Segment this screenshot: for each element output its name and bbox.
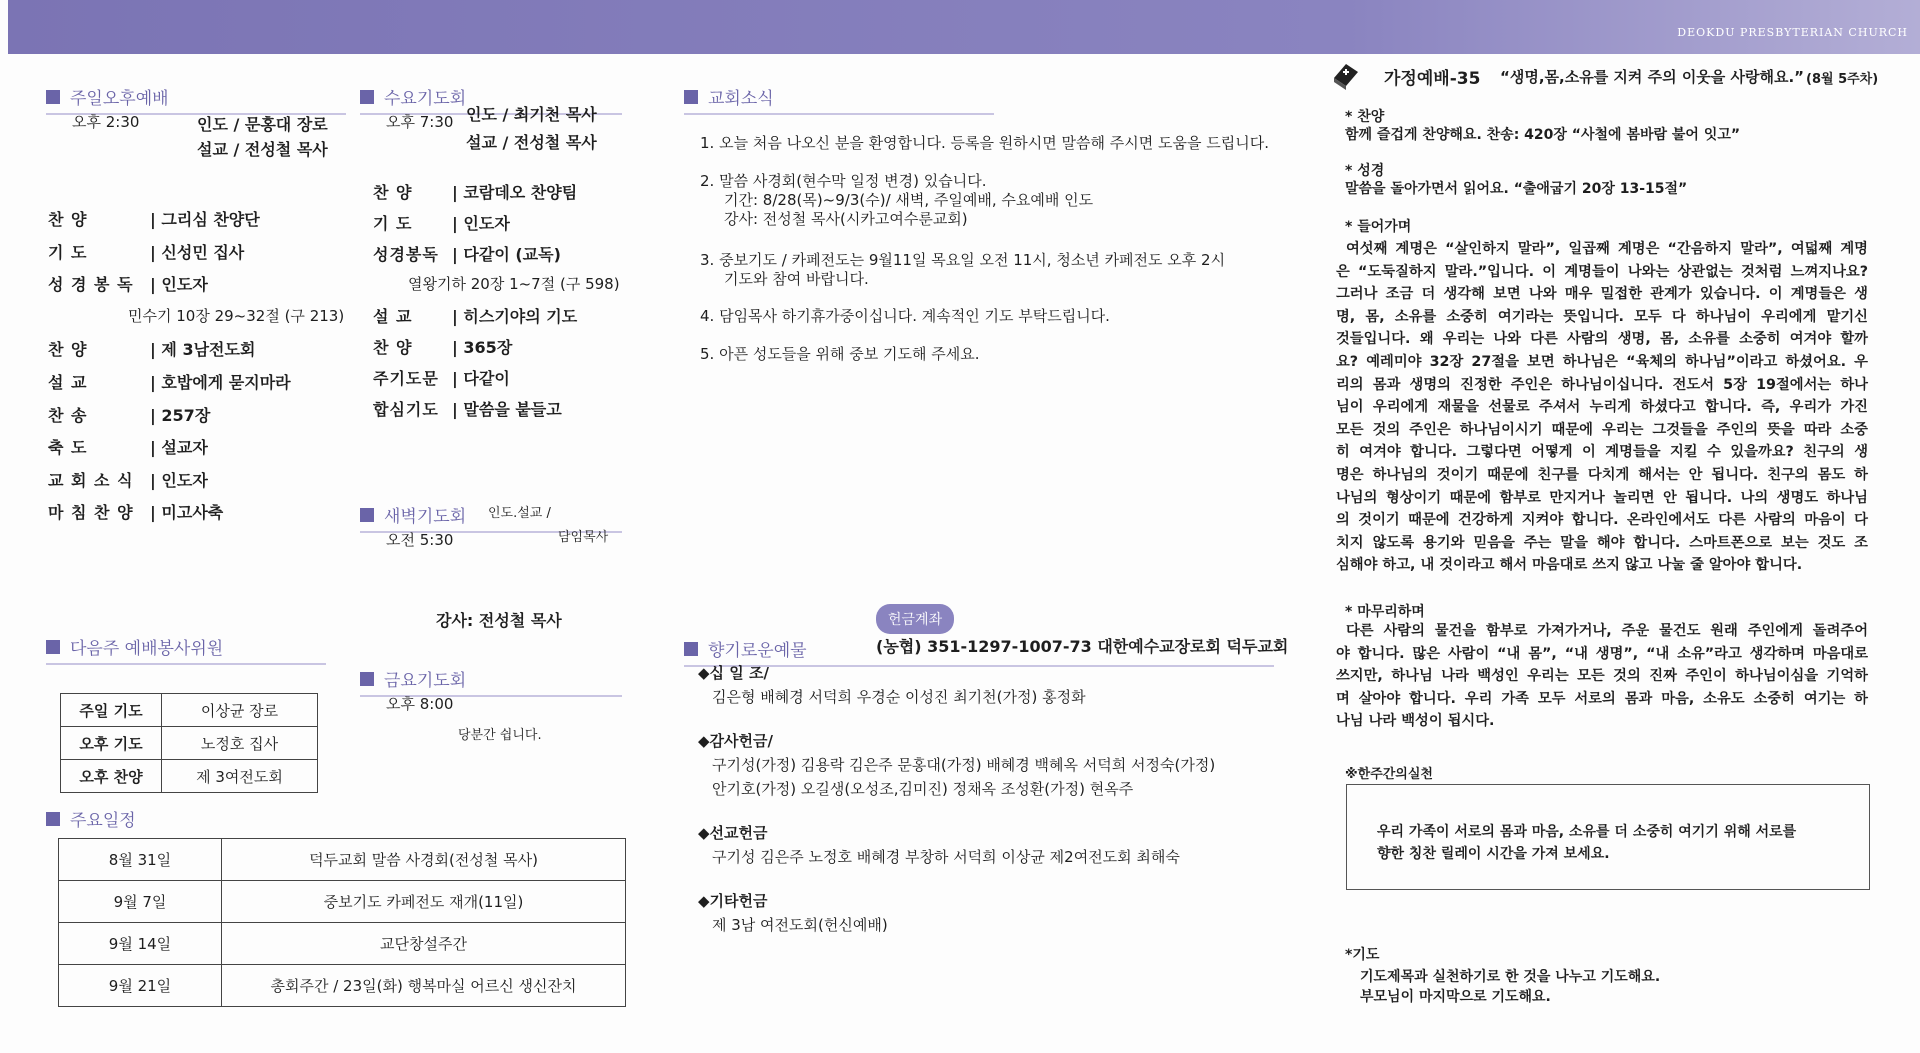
section-bullet-icon — [46, 812, 60, 826]
section-bullet-icon — [360, 90, 374, 104]
news-item: 5. 아픈 성도들을 위해 중보 기도해 주세요. — [700, 345, 980, 363]
dawn-speaker: 강사: 전성철 목사 — [436, 611, 562, 630]
church-name: DEOKDU PRESBYTERIAN CHURCH — [1677, 26, 1908, 39]
paragraph-line: 며 살아야 합니다. 우리 가족 모두 서로의 몸과 마음, 소유도 소중히 여기는 하 — [1336, 690, 1868, 707]
prayer-head: *기도 — [1345, 947, 1380, 963]
prayer-line: 부모님이 마지막으로 기도해요. — [1360, 989, 1551, 1005]
event-cell: 덕두교회 말씀 사경회(전성철 목사) — [222, 839, 626, 881]
order-label: 설 교 — [373, 307, 413, 326]
order-value: | 인도자 — [452, 214, 510, 233]
schedule-table — [58, 838, 626, 1007]
date-cell: 9월 14일 — [59, 923, 222, 965]
dawn-pastor: 담임목사 — [558, 530, 609, 545]
order-label: 성경봉독 — [373, 245, 439, 264]
header-bar — [8, 0, 1920, 54]
offering-group-head: ◆기타헌금 — [698, 892, 768, 910]
praise-head: * 찬양 — [1345, 109, 1385, 125]
order-label: 마 침 찬 양 — [48, 503, 134, 523]
dawn-heading — [360, 502, 466, 527]
paragraph-line: 요? 예레미야 32장 27절을 보면 하나님은 “육체의 하나님”이라고 하셨어요. 우 — [1336, 354, 1868, 370]
role-cell: 오후 기도 — [61, 727, 162, 760]
schedule-title: 주요일정 — [70, 811, 136, 831]
news-item-detail: 기간: 8/28(목)~9/3(수)/ 새벽, 주일예배, 수요예배 인도 — [724, 191, 1094, 209]
practice-line: 향한 칭찬 릴레이 시간을 가져 보세요. — [1377, 846, 1610, 862]
offering-names: 안기호(가정) 오길생(오성조,김미진) 정채옥 조성환(가정) 현옥주 — [712, 780, 1134, 798]
section-bullet-icon — [46, 90, 60, 104]
paragraph-line: 히 여겨야 합니다. 그렇다면 어떻게 이 계명들을 지킬 수 있을까요? 친구의 생 — [1336, 444, 1868, 461]
order-value: | 미고사축 — [150, 503, 224, 523]
family-worship-subtitle: “생명,몸,소유를 지켜 주의 이웃을 사랑해요.” — [1500, 68, 1805, 86]
dawn-time: 오전 5:30 — [386, 531, 454, 549]
intro-head: * 들어가며 — [1345, 219, 1412, 235]
order-value: | 호밥에게 묻지마라 — [150, 373, 291, 392]
order-scripture: 열왕기하 20장 1~7절 (구 598) — [408, 275, 620, 293]
offering-group-head: ◆십 일 조/ — [698, 664, 769, 682]
wednesday-leader: 인도 / 최기천 목사 — [466, 105, 597, 124]
section-bullet-icon — [360, 672, 374, 686]
order-label: 기 도 — [373, 214, 413, 233]
wednesday-time: 오후 7:30 — [386, 113, 454, 131]
table-row — [61, 727, 318, 760]
schedule-heading — [46, 806, 136, 831]
offering-names: 구기성 김은주 노정호 배혜경 부창하 서덕희 이상균 제2여전도회 최해숙 — [712, 848, 1180, 866]
order-label: 찬 양 — [373, 183, 413, 202]
event-cell: 총회주간 / 23일(화) 행복마실 어르신 생신잔치 — [222, 965, 626, 1007]
paragraph-line: 나님 나라 백성이 됩시다. — [1336, 713, 1495, 730]
paragraph-line: 님이 우리에게 재물을 선물로 주셔서 누리게 하셨다고 합니다. 즉, 우리가 가진 — [1336, 399, 1868, 416]
practice-head: ※한주간의실천 — [1345, 767, 1433, 782]
wednesday-heading — [360, 84, 466, 109]
order-value: | 코람데오 찬양팀 — [452, 183, 578, 202]
role-cell: 주일 기도 — [61, 694, 162, 727]
order-label: 기 도 — [48, 242, 88, 262]
order-label: 합심기도 — [373, 400, 439, 419]
closing-head: * 마무리하며 — [1345, 604, 1425, 620]
wednesday-title: 수요기도회 — [384, 89, 467, 109]
offering-names: 김은형 배혜경 서덕희 우경순 이성진 최기천(가정) 홍정화 — [712, 688, 1086, 706]
sunday-afternoon-heading — [46, 84, 169, 109]
order-scripture: 민수기 10장 29~32절 (구 213) — [128, 306, 345, 325]
paragraph-line: 모든 것의 주인은 하나님이시기 때문에 우리는 그것들을 주인의 뜻을 따라 소중 — [1336, 421, 1868, 438]
table-row — [61, 760, 318, 793]
order-value: | 말씀을 붙들고 — [452, 400, 562, 419]
news-item: 4. 담임목사 하기휴가중이십니다. 계속적인 기도 부탁드립니다. — [700, 307, 1110, 325]
paragraph-line: 리의 몸과 생명의 진정한 주인은 하나님이십니다. 전도서 5장 19절에서는 하나 — [1336, 376, 1868, 393]
date-cell: 9월 21일 — [59, 965, 222, 1007]
offering-group-head: ◆감사헌금/ — [698, 732, 773, 750]
order-value: | 257장 — [150, 405, 211, 425]
next-week-heading — [46, 634, 223, 659]
order-value: | 제 3남전도회 — [150, 340, 256, 360]
section-bullet-icon — [360, 508, 374, 522]
friday-title: 금요기도회 — [384, 671, 467, 691]
sunday-afternoon-title: 주일오후예배 — [70, 89, 169, 109]
order-label: 성 경 봉 독 — [48, 275, 134, 295]
sunday-afternoon-leader: 인도 / 문홍대 장로 — [197, 115, 328, 134]
event-cell: 교단창설주간 — [222, 923, 626, 965]
offering-names: 구기성(가정) 김용락 김은주 문홍대(가정) 배혜경 백혜옥 서덕희 서정숙(가정) — [712, 756, 1216, 774]
order-label: 찬 양 — [48, 340, 88, 360]
table-row — [59, 923, 626, 965]
paragraph-line: 심해야 하고, 내 것이라고 해서 마음대로 쓰지 않고 나눌 줄 알아야 합니다. — [1336, 557, 1803, 574]
news-item-detail: 강사: 전성철 목사(시카고여수룬교회) — [724, 210, 968, 228]
name-cell: 이상균 장로 — [162, 694, 318, 727]
order-value: | 신성민 집사 — [150, 242, 245, 262]
order-value: | 히스기야의 기도 — [452, 307, 578, 326]
paragraph-line: 야 합니다. 많은 사람이 “내 몸”, “내 생명”, “내 소유”라고 생각하며 마음대로 — [1336, 645, 1868, 662]
paragraph-line: 그러나 조금 더 생각해 보면 나와 매우 밀접한 관계가 있습니다. 이 계명들은 생 — [1336, 286, 1868, 303]
account-pill: 헌금계좌 — [876, 604, 954, 634]
paragraph-line: 치지 않도록 용기와 믿음을 주는 말을 해야 합니다. 스마트폰으로 보는 것도 조 — [1336, 534, 1868, 551]
wednesday-preacher: 설교 / 전성철 목사 — [466, 133, 597, 152]
friday-time: 오후 8:00 — [386, 695, 454, 713]
section-bullet-icon — [684, 90, 698, 104]
dawn-leader-note: 인도.설교 / — [488, 506, 551, 521]
scripture-text: 말씀을 돌아가면서 읽어요. “출애굽기 20장 13-15절” — [1345, 181, 1688, 197]
date-cell: 8월 31일 — [59, 839, 222, 881]
paragraph-line: 의 것이기 때문에 건강하게 지켜야 합니다. 온라인에서도 다른 사람의 마음이 다 — [1336, 512, 1868, 529]
next-week-table — [60, 693, 318, 793]
order-label: 찬 송 — [48, 405, 88, 425]
order-value: | 365장 — [452, 338, 513, 357]
account-number: (농협) 351-1297-1007-73 대한예수교장로회 덕두교회 — [876, 637, 1289, 656]
family-worship-week: (8월 5주차) — [1806, 72, 1879, 87]
praise-text: 함께 즐겁게 찬양해요. 찬송: 420장 “사철에 봄바람 불어 잇고” — [1345, 127, 1741, 143]
role-cell: 오후 찬양 — [61, 760, 162, 793]
event-cell: 중보기도 카페전도 재개(11일) — [222, 881, 626, 923]
practice-line: 우리 가족이 서로의 몸과 마음, 소유를 더 소중히 여기기 위해 서로를 — [1377, 824, 1797, 840]
news-heading — [684, 84, 774, 109]
sunday-afternoon-preacher: 설교 / 전성철 목사 — [197, 140, 328, 159]
sunday-afternoon-time: 오후 2:30 — [72, 113, 140, 131]
order-label: 교 회 소 식 — [48, 470, 134, 490]
news-item: 3. 중보기도 / 카페전도는 9월11일 목요일 오전 11시, 청소년 카페전도 오후 2시 — [700, 251, 1226, 269]
order-label: 축 도 — [48, 438, 88, 458]
dawn-title: 새벽기도회 — [384, 507, 467, 527]
table-row — [59, 839, 626, 881]
table-row — [59, 881, 626, 923]
friday-heading — [360, 666, 466, 691]
news-item: 1. 오늘 처음 나오신 분을 환영합니다. 등록을 원하시면 말씀해 주시면 도움을 드립니다. — [700, 134, 1269, 152]
family-worship-title: 가정예배-35 — [1384, 69, 1481, 89]
offering-title: 향기로운예물 — [708, 641, 807, 661]
paragraph-line: 은 “도둑질하지 말라.”입니다. 이 계명들이 나와는 상관없는 것처럼 느껴지나요? — [1336, 263, 1868, 280]
paragraph-line: 다른 사람의 물건을 함부로 가져가거나, 주운 물건도 원래 주인에게 돌려주어 — [1346, 623, 1868, 639]
news-title: 교회소식 — [708, 89, 774, 109]
paragraph-line: 명, 몸, 소유를 소중히 여기라는 뜻입니다. 모두 다 하나님이 우리에게 맡기신 — [1336, 308, 1868, 325]
offering-names: 제 3남 여전도회(헌신예배) — [712, 916, 888, 934]
name-cell: 노정호 집사 — [162, 727, 318, 760]
news-item-detail: 기도와 참여 바랍니다. — [724, 270, 869, 288]
news-item: 2. 말씀 사경회(현수막 일정 변경) 있습니다. — [700, 172, 987, 190]
order-label: 주기도문 — [373, 369, 439, 388]
scripture-head: * 성경 — [1345, 163, 1385, 179]
order-value: | 인도자 — [150, 470, 208, 490]
paragraph-line: 명은 하나님의 것이기 때문에 친구를 다치게 해서는 안 됩니다. 친구의 몸도 하 — [1336, 467, 1868, 483]
next-week-title: 다음주 예배봉사위원 — [70, 639, 224, 659]
date-cell: 9월 7일 — [59, 881, 222, 923]
paragraph-line: 쓰지만, 하나님 나라 백성인 우리는 모든 것의 진짜 주인이 하나님이심을 기억하 — [1336, 668, 1868, 685]
order-label: 설 교 — [48, 373, 88, 392]
friday-note: 당분간 쉽니다. — [458, 728, 542, 743]
prayer-line: 기도제목과 실천하기로 한 것을 나누고 기도해요. — [1360, 969, 1661, 985]
section-bullet-icon — [46, 640, 60, 654]
table-row — [59, 965, 626, 1007]
order-value: | 그리심 찬양단 — [150, 210, 260, 229]
order-value: | 다같이 — [452, 369, 510, 388]
paragraph-line: 나님의 형상이기 때문에 함부로 만지거나 놀리면 안 됩니다. 나의 생명도 하나님 — [1336, 489, 1868, 506]
bible-icon — [1328, 58, 1362, 96]
order-label: 찬 양 — [48, 210, 88, 229]
order-value: | 설교자 — [150, 438, 208, 458]
practice-box — [1346, 784, 1870, 890]
paragraph-line: 여섯째 계명은 “살인하지 말라”, 일곱째 계명은 “간음하지 말라”, 여덟째 계명 — [1346, 241, 1868, 257]
order-value: | 인도자 — [150, 275, 208, 295]
order-label: 찬 양 — [373, 338, 413, 357]
offering-group-head: ◆선교헌금 — [698, 824, 768, 842]
name-cell: 제 3여전도회 — [162, 760, 318, 793]
paragraph-line: 것들입니다. 왜 우리는 나와 다른 사람의 생명, 몸, 소유를 소중히 여겨야 할까 — [1336, 331, 1868, 348]
section-bullet-icon — [684, 642, 698, 656]
order-value: | 다같이 (교독) — [452, 245, 561, 264]
table-row — [61, 694, 318, 727]
offering-heading — [684, 636, 807, 661]
